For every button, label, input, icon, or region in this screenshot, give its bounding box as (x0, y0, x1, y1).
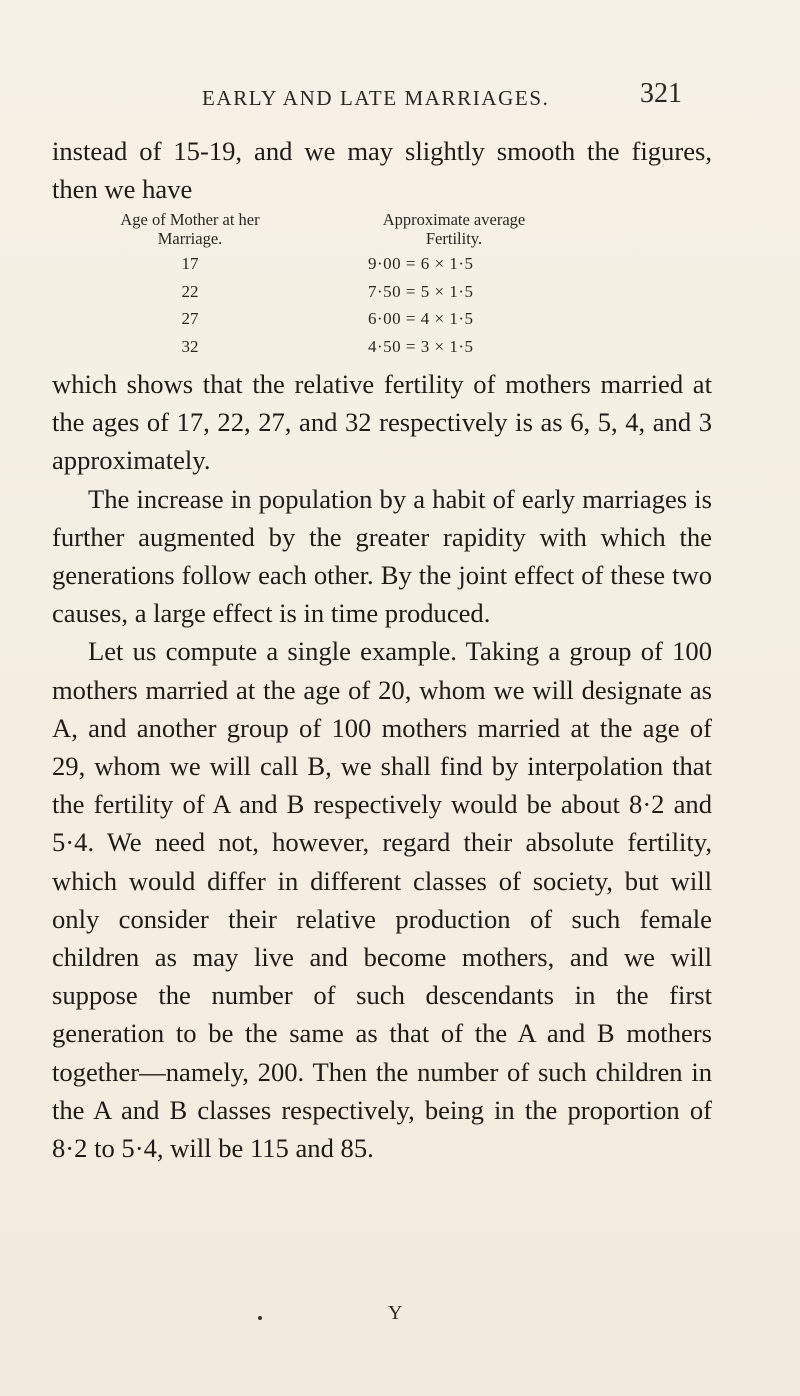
table-row (102, 333, 622, 361)
table-row (102, 250, 622, 278)
age-cell: 22 (181, 281, 199, 301)
paragraph: which shows that the relative fertility of mothers married at the ages of 17, 22, 27, and 32 respectively is as 6, 5, 4, and 3 approximately. (52, 369, 712, 476)
fertility-table (102, 210, 622, 360)
intro-paragraph (52, 132, 712, 208)
table-row (102, 305, 622, 333)
paragraph: Let us compute a single example. Taking a group of 100 mothers married at the age of 20, whom we will designate as A, and another group of 100 mothers married at the age of 29, whom we will call B, we shall find by interpolation that the fertility of A and B respectively would be about 8·2 and 5·4. We need not, however, regard their absolute fertility, which would differ in different classes of society, but will only consider their relative production of such female children as may live and become mothers, and we will suppose the number of such descendants in the first generation to be the same as that of the A and B mothers together—namely, 200. Then the number of such children in the A and B classes respectively, being in the proportion of 8·2 to 5·4, will be 115 and 85. (52, 636, 712, 1164)
fertility-cell: 6·00 = 4 × 1·5 (368, 309, 474, 328)
age-cell: 32 (181, 336, 199, 356)
signature-mark: Y (388, 1302, 403, 1324)
age-cell: 27 (181, 309, 199, 328)
body-text (52, 365, 712, 1167)
table-row (102, 278, 622, 306)
running-title: EARLY AND LATE MARRIAGES. (202, 86, 550, 110)
fertility-cell: 4·50 = 3 × 1·5 (368, 336, 474, 356)
printer-mark (258, 1316, 262, 1320)
age-column-header: Age of Mother at her Marriage. (120, 210, 260, 248)
fertility-cell: 7·50 = 5 × 1·5 (368, 281, 474, 301)
table-header (102, 210, 622, 248)
paragraph: The increase in population by a habit of early marriages is further augmented by the greater rapidity with which the generations follow each other. By the joint effect of these two causes, a large effect is in time produced. (52, 483, 712, 629)
age-cell: 17 (181, 254, 199, 273)
page-number: 321 (640, 78, 682, 109)
intro-text: instead of 15-19, and we may slightly smooth the figures, then we have (52, 136, 712, 205)
table-body (102, 250, 622, 360)
fertility-column-header: Approximate average Fertility. (382, 210, 526, 248)
fertility-cell: 9·00 = 6 × 1·5 (368, 254, 474, 273)
